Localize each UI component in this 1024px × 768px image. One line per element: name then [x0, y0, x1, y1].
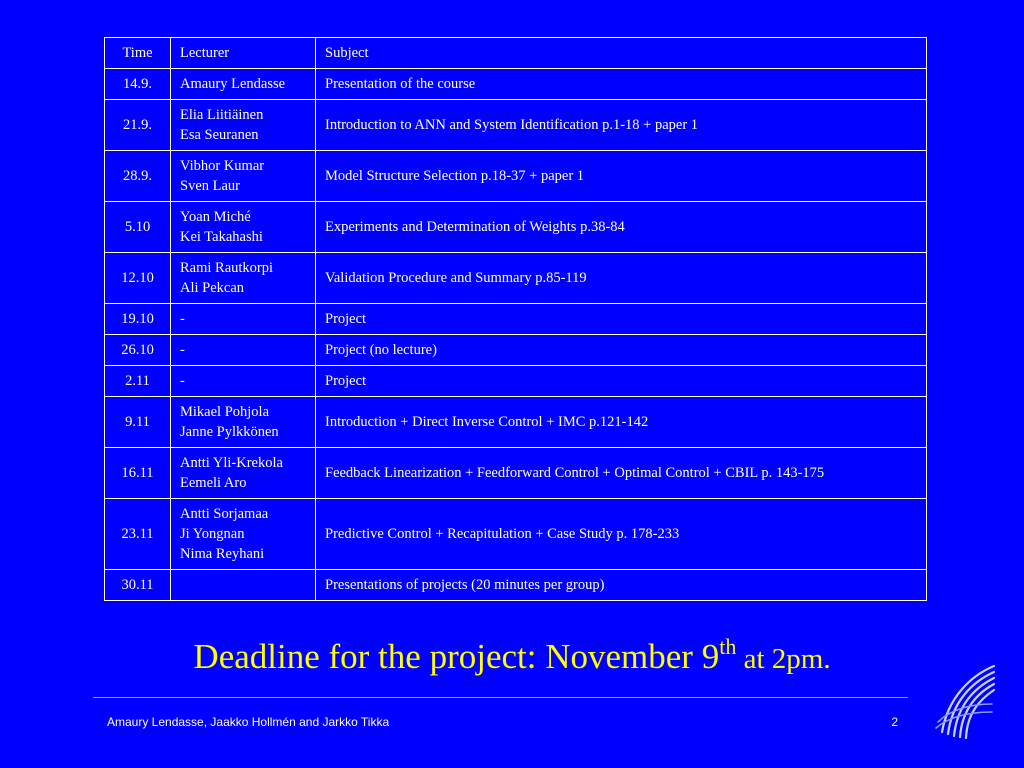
cell-time: 23.11: [105, 499, 171, 570]
lecturer-name: Janne Pylkkönen: [180, 424, 279, 440]
header-time: Time: [105, 38, 171, 69]
cell-lecturer: [171, 448, 316, 499]
cell-lecturer: [171, 499, 316, 570]
lecturer-name: Eemeli Aro: [180, 475, 247, 491]
table-row: [105, 499, 927, 570]
table-body: [105, 69, 927, 601]
cell-subject: Presentations of projects (20 minutes per group): [316, 570, 927, 601]
cell-time: 26.10: [105, 335, 171, 366]
cell-time: 28.9.: [105, 151, 171, 202]
cell-subject: Introduction to ANN and System Identification p.1-18 + paper 1: [316, 100, 927, 151]
lecturer-name: -: [180, 342, 185, 358]
page-number: 2: [891, 715, 898, 729]
cell-subject: Introduction + Direct Inverse Control + IMC p.121-142: [316, 397, 927, 448]
lecturer-name: Ji Yongnan: [180, 526, 245, 542]
lecturer-name: Vibhor Kumar: [180, 158, 265, 174]
cell-time: 5.10: [105, 202, 171, 253]
cell-subject: Experiments and Determination of Weights p.38-84: [316, 202, 927, 253]
lecturer-name: Amaury Lendasse: [180, 76, 286, 92]
table-row: [105, 304, 927, 335]
table-row: [105, 397, 927, 448]
table-row: [105, 570, 927, 601]
table-row: [105, 366, 927, 397]
footer-divider: [93, 697, 908, 698]
cell-time: 14.9.: [105, 69, 171, 100]
lecturer-name: Mikael Pohjola: [180, 404, 270, 420]
cell-lecturer: [171, 304, 316, 335]
cell-subject: Model Structure Selection p.18-37 + paper 1: [316, 151, 927, 202]
cell-subject: Project: [316, 304, 927, 335]
lecturer-name: -: [180, 373, 185, 389]
table-row: [105, 448, 927, 499]
cell-subject: Predictive Control + Recapitulation + Case Study p. 178-233: [316, 499, 927, 570]
cell-time: 21.9.: [105, 100, 171, 151]
table-row: [105, 69, 927, 100]
header-lecturer: Lecturer: [171, 38, 316, 69]
lecturer-name: Rami Rautkorpi: [180, 260, 274, 276]
lecturer-name: Elia Liitiäinen: [180, 107, 264, 123]
deadline-main: Deadline for the project: November 9: [193, 637, 720, 676]
table-row: [105, 151, 927, 202]
cell-subject: Project (no lecture): [316, 335, 927, 366]
cell-lecturer: [171, 100, 316, 151]
schedule-table: [104, 37, 927, 601]
lecturer-name: Antti Sorjamaa: [180, 506, 269, 522]
cell-time: 9.11: [105, 397, 171, 448]
table-row: [105, 335, 927, 366]
cell-lecturer: [171, 366, 316, 397]
lecturer-name: Ali Pekcan: [180, 280, 245, 296]
cell-time: 19.10: [105, 304, 171, 335]
cell-lecturer: [171, 151, 316, 202]
lecturer-name: Sven Laur: [180, 178, 240, 194]
deadline-superscript: th: [719, 634, 737, 659]
cell-subject: Validation Procedure and Summary p.85-119: [316, 253, 927, 304]
cell-lecturer: [171, 69, 316, 100]
cell-time: 12.10: [105, 253, 171, 304]
cell-lecturer: [171, 202, 316, 253]
deadline-text: [0, 632, 1024, 684]
table-row: [105, 253, 927, 304]
lecturer-name: Kei Takahashi: [180, 229, 263, 245]
table-row: [105, 100, 927, 151]
lecturer-name: Yoan Miché: [180, 209, 251, 225]
cell-lecturer: [171, 335, 316, 366]
table-header-row: [105, 38, 927, 69]
cell-time: 16.11: [105, 448, 171, 499]
lecturer-name: Antti Yli-Krekola: [180, 455, 283, 471]
footer-authors: Amaury Lendasse, Jaakko Hollmén and Jarkko Tikka: [107, 715, 390, 729]
lecturer-name: Esa Seuranen: [180, 127, 259, 143]
university-logo-icon: [930, 660, 1000, 740]
cell-lecturer: [171, 397, 316, 448]
table-row: [105, 202, 927, 253]
lecturer-name: -: [180, 311, 185, 327]
deadline-tail: at 2pm.: [736, 643, 831, 675]
cell-subject: Project: [316, 366, 927, 397]
cell-lecturer: [171, 253, 316, 304]
lecturer-name: Nima Reyhani: [180, 546, 265, 562]
cell-time: 2.11: [105, 366, 171, 397]
cell-time: 30.11: [105, 570, 171, 601]
cell-subject: Feedback Linearization + Feedforward Control + Optimal Control + CBIL p. 143-175: [316, 448, 927, 499]
cell-lecturer: [171, 570, 316, 601]
cell-subject: Presentation of the course: [316, 69, 927, 100]
header-subject: Subject: [316, 38, 927, 69]
